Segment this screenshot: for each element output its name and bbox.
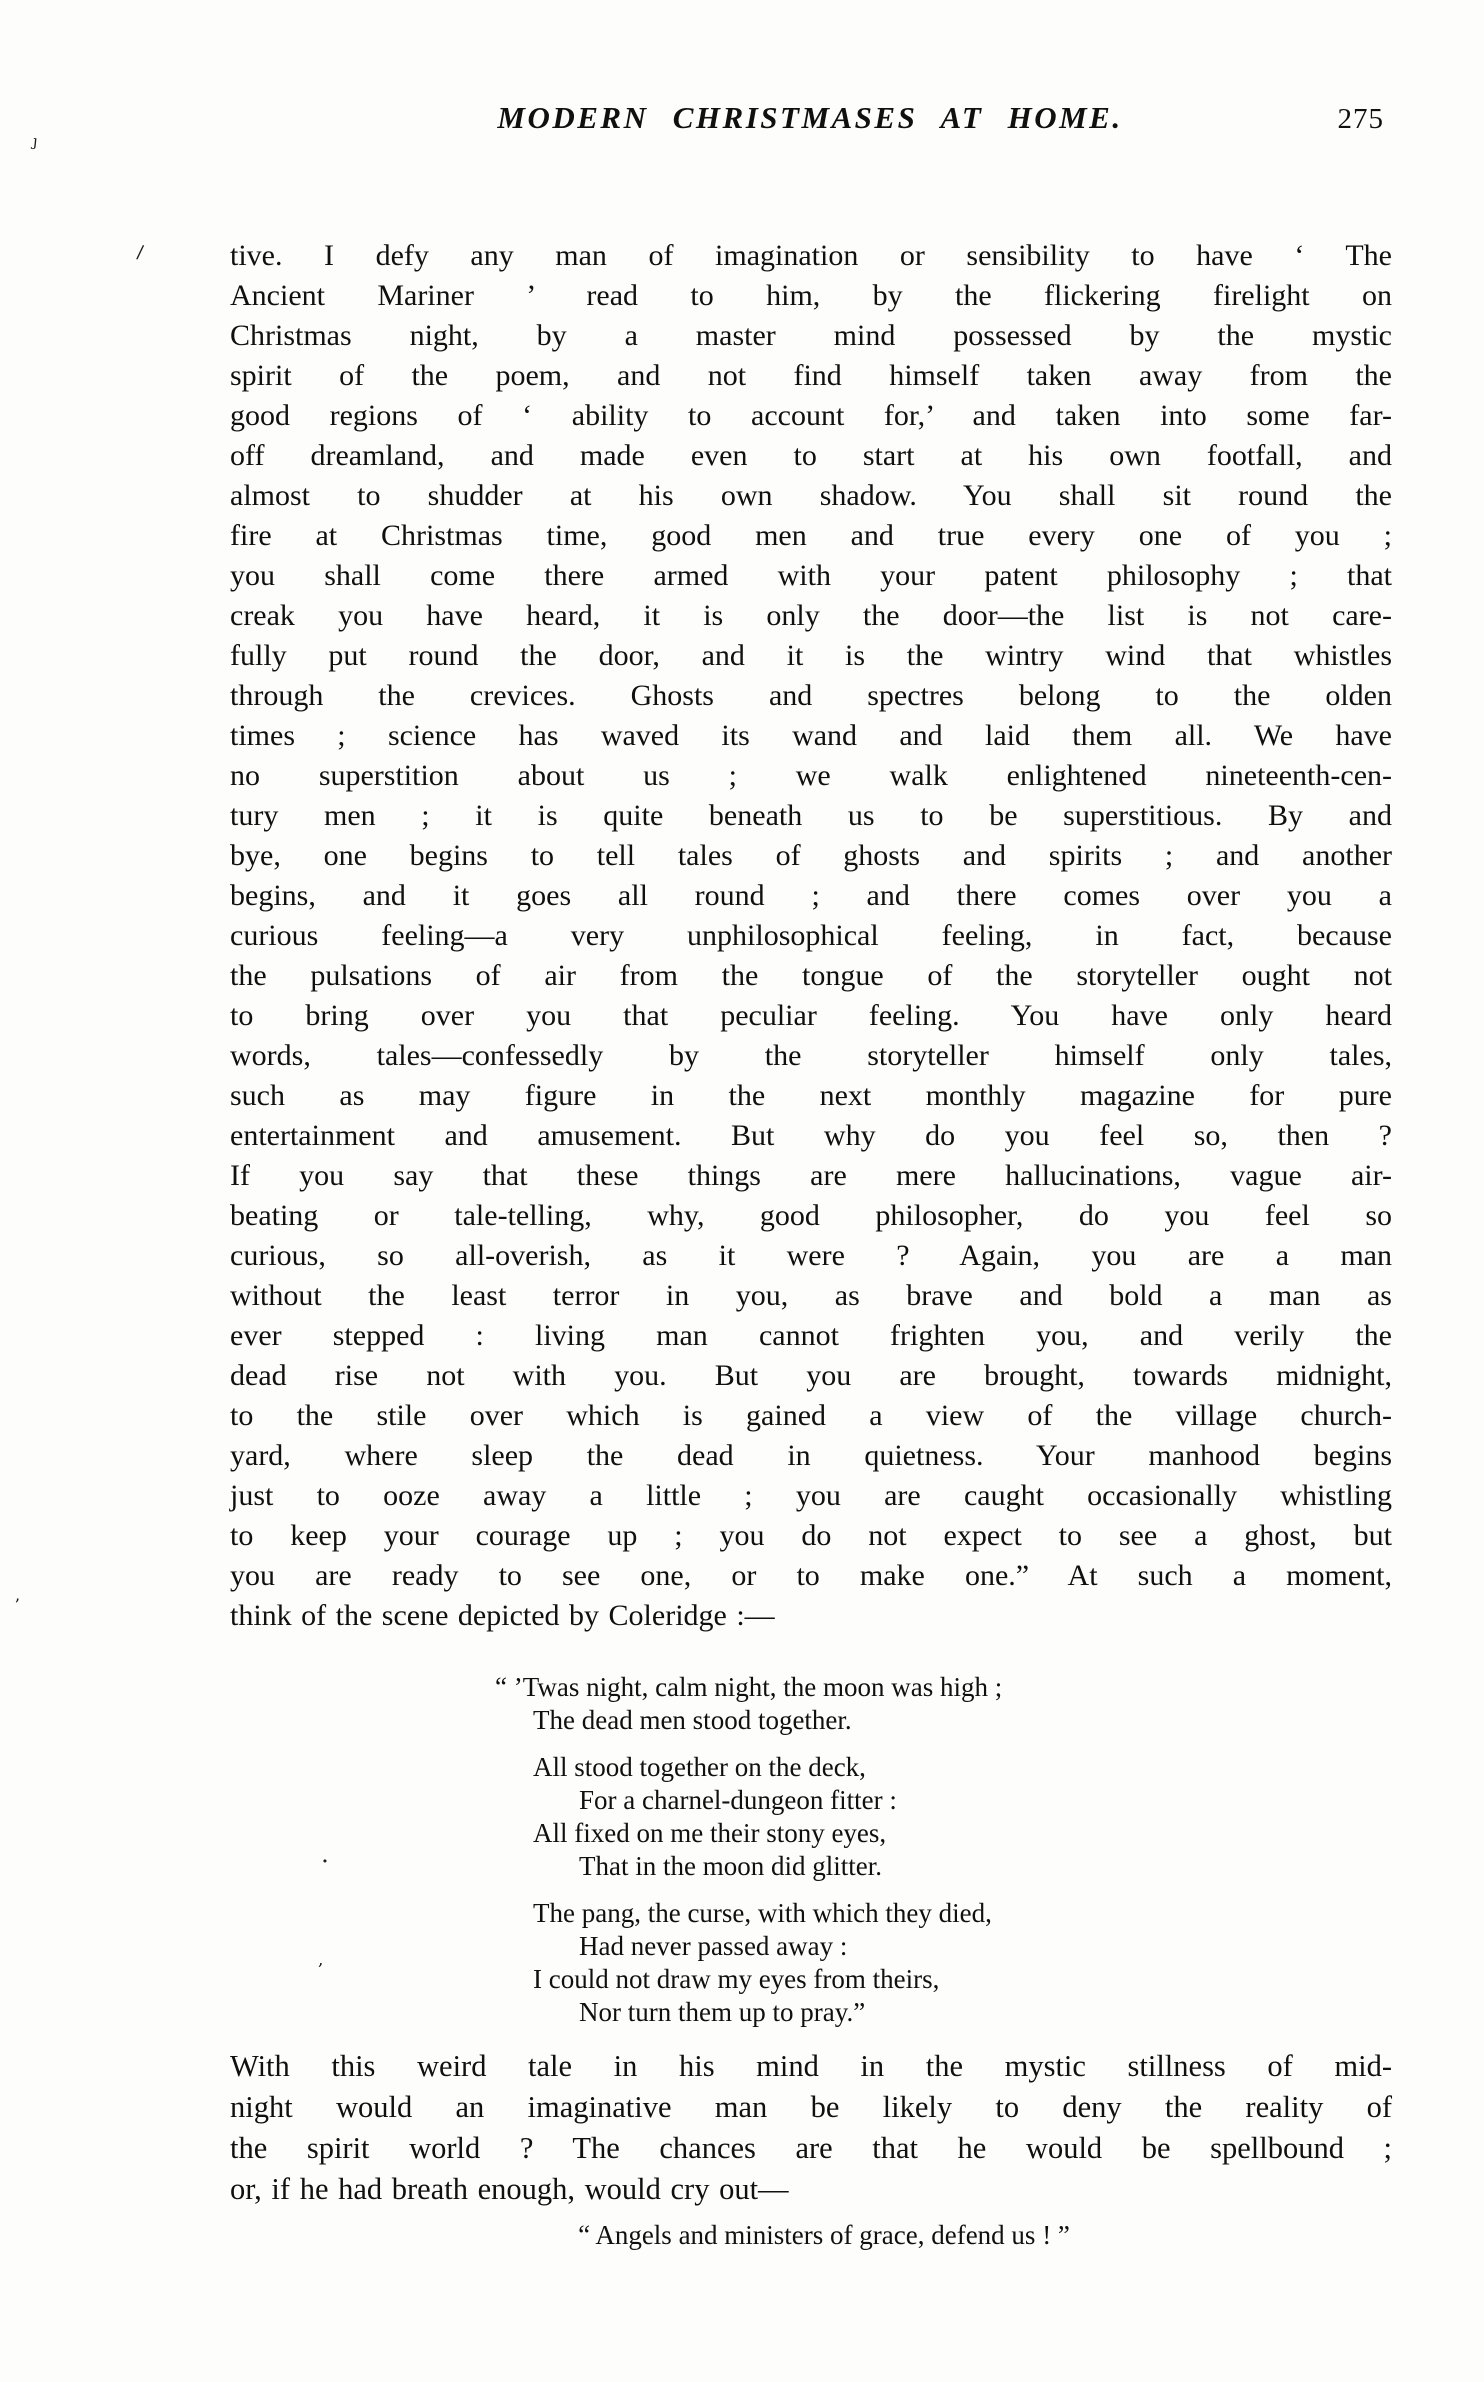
text-line: dead rise not with you. But you are brought, towards midnight, [230, 1359, 1392, 1392]
text-line: With this weird tale in his mind in the mystic stillness of mid- [230, 2049, 1392, 2083]
text-line: curious, so all-overish, as it were ? Again, you are a man [230, 1239, 1392, 1272]
text-line: almost to shudder at his own shadow. You shall sit round the [230, 479, 1392, 512]
text-line: good regions of ‘ ability to account for,’ and taken into some far- [230, 399, 1392, 432]
text-line: no superstition about us ; we walk enlightened nineteenth-cen- [230, 759, 1392, 792]
ink-speck: / [135, 241, 145, 264]
text-line: just to ooze away a little ; you are caught occasionally whistling [230, 1479, 1392, 1512]
text-line: through the crevices. Ghosts and spectres belong to the olden [230, 679, 1392, 712]
text-line: think of the scene depicted by Coleridge :— [230, 1599, 775, 1632]
text-line: entertainment and amusement. But why do you feel so, then ? [230, 1119, 1392, 1152]
text-line: If you say that these things are mere hallucinations, vague air- [230, 1159, 1392, 1192]
text-line: fire at Christmas time, good men and true every one of you ; [230, 519, 1392, 552]
ink-speck: ȷ [32, 131, 39, 151]
poem-stanza [533, 1897, 1233, 2029]
poem-line: Had never passed away : [579, 1931, 848, 1961]
text-line: curious feeling—a very unphilosophical feeling, in fact, because [230, 919, 1392, 952]
ink-speck: ʼ [14, 1596, 20, 1616]
text-line: begins, and it goes all round ; and there comes over you a [230, 879, 1392, 912]
text-line: the pulsations of air from the tongue of the storyteller ought not [230, 959, 1392, 992]
text-line: to keep your courage up ; you do not expect to see a ghost, but [230, 1519, 1392, 1552]
poem-line: All stood together on the deck, [533, 1752, 866, 1782]
closing-quote: “ Angels and ministers of grace, defend us ! ” [578, 2220, 1070, 2250]
ink-speck: · [322, 1852, 328, 1872]
poem-stanza [495, 1671, 1233, 1737]
text-line: night would an imaginative man be likely to deny the reality of [230, 2090, 1392, 2124]
text-line: bye, one begins to tell tales of ghosts and spirits ; and another [230, 839, 1392, 872]
text-line: to bring over you that peculiar feeling. You have only heard [230, 999, 1392, 1032]
text-line: off dreamland, and made even to start at his own footfall, and [230, 439, 1392, 472]
text-line: yard, where sleep the dead in quietness. Your manhood begins [230, 1439, 1392, 1472]
poem-quotation [495, 1671, 1233, 2043]
poem-line: Nor turn them up to pray.” [579, 1997, 866, 2027]
text-line: Christmas night, by a master mind possessed by the mystic [230, 319, 1392, 352]
running-header [230, 100, 1390, 142]
poem-line: The pang, the curse, with which they died, [533, 1898, 992, 1928]
text-line: the spirit world ? The chances are that he would be spellbound ; [230, 2131, 1392, 2165]
text-line: you shall come there armed with your patent philosophy ; that [230, 559, 1392, 592]
poem-line: The dead men stood together. [533, 1705, 852, 1735]
text-line: beating or tale-telling, why, good philosopher, do you feel so [230, 1199, 1392, 1232]
poem-line: “ ’Twas night, calm night, the moon was high ; [495, 1672, 1003, 1702]
poem-line: I could not draw my eyes from theirs, [533, 1964, 940, 1994]
text-line: without the least terror in you, as brave and bold a man as [230, 1279, 1392, 1312]
text-line: such as may figure in the next monthly magazine for pure [230, 1079, 1392, 1112]
text-line: Ancient Mariner ’ read to him, by the flickering firelight on [230, 279, 1392, 312]
poem-line: That in the moon did glitter. [579, 1851, 882, 1881]
page-number: 275 [1337, 103, 1384, 135]
text-line: tive. I defy any man of imagination or sensibility to have ‘ The [230, 239, 1392, 272]
poem-line: For a charnel-dungeon fitter : [579, 1785, 897, 1815]
text-line: ever stepped : living man cannot frighten you, and verily the [230, 1319, 1392, 1352]
text-line: spirit of the poem, and not find himself taken away from the [230, 359, 1392, 392]
text-line: fully put round the door, and it is the wintry wind that whistles [230, 639, 1392, 672]
poem-stanza [533, 1751, 1233, 1883]
text-line: creak you have heard, it is only the door—the list is not care- [230, 599, 1392, 632]
text-line: words, tales—confessedly by the storyteller himself only tales, [230, 1039, 1392, 1072]
main-paragraph [230, 236, 1392, 1636]
ink-speck: , [318, 1950, 324, 1970]
poem-line: All fixed on me their stony eyes, [533, 1818, 887, 1848]
text-line: to the stile over which is gained a view of the village church- [230, 1399, 1392, 1432]
text-line: you are ready to see one, or to make one.” At such a moment, [230, 1559, 1392, 1592]
running-title: MODERN CHRISTMASES AT HOME. [497, 100, 1123, 135]
text-line: times ; science has waved its wand and laid them all. We have [230, 719, 1392, 752]
text-line: or, if he had breath enough, would cry out— [230, 2172, 789, 2206]
text-line: tury men ; it is quite beneath us to be superstitious. By and [230, 799, 1392, 832]
closing-paragraph [230, 2046, 1392, 2210]
